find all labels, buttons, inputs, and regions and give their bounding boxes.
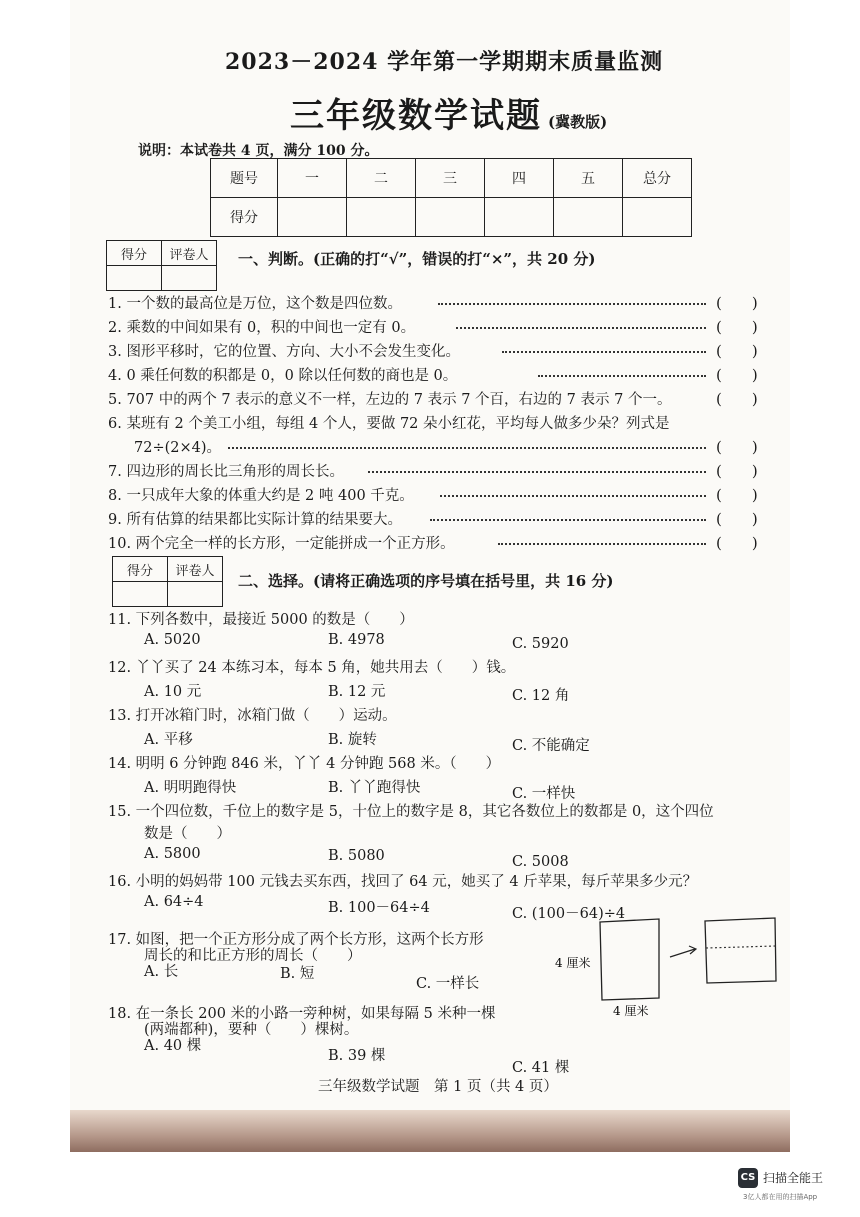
dotted-leader xyxy=(440,495,706,497)
score-cell xyxy=(554,198,623,237)
option-a: A. 10 元 xyxy=(144,684,202,700)
option-b: B. 12 元 xyxy=(328,684,386,700)
choice-q15-cont: 数是（ ） xyxy=(144,826,231,842)
grader-name-label: 评卷人 xyxy=(168,557,223,582)
score-table xyxy=(210,158,692,237)
option-a: A. 长 xyxy=(144,964,179,980)
score-header-cell: 二 xyxy=(347,159,416,198)
option-c: C. 41 棵 xyxy=(512,1060,570,1076)
judge-item-6-cont: 72÷(2×4)。 xyxy=(134,440,222,456)
score-cell xyxy=(485,198,554,237)
option-c: C. 12 角 xyxy=(512,688,570,704)
dotted-leader xyxy=(498,543,706,545)
judge-item-10: 10. 两个完全一样的长方形，一定能拼成一个正方形。 xyxy=(108,536,455,552)
option-b: B. 短 xyxy=(280,966,315,982)
score-header-cell: 题号 xyxy=(211,159,278,198)
split-square-shape xyxy=(705,918,776,983)
answer-paren: ( ) xyxy=(716,486,758,504)
score-header-cell: 总分 xyxy=(623,159,692,198)
answer-paren: ( ) xyxy=(716,366,758,384)
judge-item-4: 4. 0 乘任何数的积都是 0，0 除以任何数的商也是 0。 xyxy=(108,368,458,384)
grader-score-cell xyxy=(107,266,162,291)
choice-q18: 18. 在一条长 200 米的小路一旁种树，如果每隔 5 米种一棵 xyxy=(108,1006,496,1022)
choice-q13: 13. 打开冰箱门时，冰箱门做（ ）运动。 xyxy=(108,708,397,724)
choice-q17: 17. 如图，把一个正方形分成了两个长方形，这两个长方形 xyxy=(108,932,484,948)
judge-item-6: 6. 某班有 2 个美工小组，每组 4 个人，要做 72 朵小红花，平均每人做多少朵？列式是 xyxy=(108,416,670,432)
camscanner-logo-icon: CS xyxy=(738,1168,758,1188)
answer-paren: ( ) xyxy=(716,390,758,408)
answer-paren: ( ) xyxy=(716,534,758,552)
judge-item-1: 1. 一个数的最高位是万位，这个数是四位数。 xyxy=(108,296,402,312)
grader-score-label: 得分 xyxy=(113,557,168,582)
choice-q15: 15. 一个四位数，千位上的数字是 5，十位上的数字是 8，其它各数位上的数都是 0，这个四位 xyxy=(108,804,714,820)
judge-item-3: 3. 图形平移时，它的位置、方向、大小不会发生变化。 xyxy=(108,344,460,360)
score-header-cell: 四 xyxy=(485,159,554,198)
page-edge-shadow xyxy=(70,1110,790,1152)
option-a: A. 64÷4 xyxy=(144,894,204,910)
answer-paren: ( ) xyxy=(716,342,758,360)
edition-label: (冀教版) xyxy=(548,113,608,131)
dotted-leader xyxy=(502,351,706,353)
split-dashed-line xyxy=(706,946,776,948)
option-b: B. 5080 xyxy=(328,848,385,864)
option-b: B. 旋转 xyxy=(328,732,377,748)
dotted-leader xyxy=(228,447,706,449)
option-b: B. 丫丫跑得快 xyxy=(328,780,421,796)
square-shape xyxy=(600,919,659,1000)
answer-paren: ( ) xyxy=(716,462,758,480)
option-a: A. 5800 xyxy=(144,846,201,862)
score-row-label: 得分 xyxy=(211,198,278,237)
side-length-label: 4 厘米 xyxy=(555,956,591,970)
option-c: C. (100－64)÷4 xyxy=(512,906,626,922)
score-header-cell: 一 xyxy=(278,159,347,198)
score-header-cell: 五 xyxy=(554,159,623,198)
score-header-cell: 三 xyxy=(416,159,485,198)
grader-name-cell xyxy=(168,582,223,607)
judge-item-2: 2. 乘数的中间如果有 0，积的中间也一定有 0。 xyxy=(108,320,416,336)
option-b: B. 100－64÷4 xyxy=(328,900,430,916)
exam-note: 说明：本试卷共 4 页，满分 100 分。 xyxy=(138,143,379,159)
choice-q14: 14. 明明 6 分钟跑 846 米，丫丫 4 分钟跑 568 米。（ ） xyxy=(108,756,501,772)
grader-box-1 xyxy=(106,240,217,291)
choice-q16: 16. 小明的妈妈带 100 元钱去买东西，找回了 64 元，她买了 4 斤苹果，每斤苹果多少元？ xyxy=(108,874,698,890)
choice-q11: 11. 下列各数中，最接近 5000 的数是（ ） xyxy=(108,612,414,628)
score-cell xyxy=(347,198,416,237)
option-c: C. 一样快 xyxy=(512,786,576,802)
bottom-length-label: 4 厘米 xyxy=(613,1004,649,1018)
option-a: A. 5020 xyxy=(144,632,201,648)
dotted-leader xyxy=(368,471,706,473)
option-a: A. 平移 xyxy=(144,732,193,748)
judge-item-8: 8. 一只成年大象的体重大约是 2 吨 400 千克。 xyxy=(108,488,414,504)
grader-name-cell xyxy=(162,266,217,291)
dotted-leader xyxy=(456,327,706,329)
grader-score-label: 得分 xyxy=(107,241,162,266)
section1-heading: 一、判断。(正确的打“√”，错误的打“×”，共 20 分) xyxy=(238,250,596,268)
answer-paren: ( ) xyxy=(716,510,758,528)
camscanner-tagline: 3亿人都在用的扫描App xyxy=(743,1193,818,1201)
choice-q17-cont: 周长的和比正方形的周长（ ） xyxy=(144,948,362,964)
score-cell xyxy=(623,198,692,237)
score-cell xyxy=(278,198,347,237)
page-footer: 三年级数学试题 第 1 页（共 4 页） xyxy=(318,1079,558,1095)
judge-item-9: 9. 所有估算的结果都比实际计算的结果要大。 xyxy=(108,512,402,528)
option-b: B. 39 棵 xyxy=(328,1048,386,1064)
judge-item-7: 7. 四边形的周长比三角形的周长长。 xyxy=(108,464,344,480)
judge-item-5: 5. 707 中的两个 7 表示的意义不一样，左边的 7 表示 7 个百，右边的 7 表示 7 个一。 xyxy=(108,392,672,408)
option-c: C. 5920 xyxy=(512,636,569,652)
option-c: C. 一样长 xyxy=(416,976,480,992)
dotted-leader xyxy=(430,519,706,521)
score-cell xyxy=(416,198,485,237)
choice-q18-cont: (两端都种)，要种（ ）棵树。 xyxy=(144,1022,359,1038)
camscanner-name: 扫描全能王 xyxy=(763,1171,824,1185)
dotted-leader xyxy=(438,303,706,305)
exam-period-title: 2023－2024 学年第一学期期末质量监测 xyxy=(225,49,664,75)
answer-paren: ( ) xyxy=(716,438,758,456)
option-a: A. 明明跑得快 xyxy=(144,780,237,796)
option-c: C. 不能确定 xyxy=(512,738,590,754)
grader-box-2 xyxy=(112,556,223,607)
answer-paren: ( ) xyxy=(716,294,758,312)
exam-main-title: 三年级数学试题 (冀教版) xyxy=(290,96,608,136)
answer-paren: ( ) xyxy=(716,318,758,336)
option-b: B. 4978 xyxy=(328,632,385,648)
choice-q12: 12. 丫丫买了 24 本练习本，每本 5 角，她共用去（ ）钱。 xyxy=(108,660,516,676)
option-a: A. 40 棵 xyxy=(144,1038,202,1054)
option-c: C. 5008 xyxy=(512,854,569,870)
grader-score-cell xyxy=(113,582,168,607)
dotted-leader xyxy=(538,375,706,377)
grader-name-label: 评卷人 xyxy=(162,241,217,266)
square-split-figure xyxy=(555,915,780,1023)
section2-heading: 二、选择。(请将正确选项的序号填在括号里，共 16 分) xyxy=(238,572,614,590)
